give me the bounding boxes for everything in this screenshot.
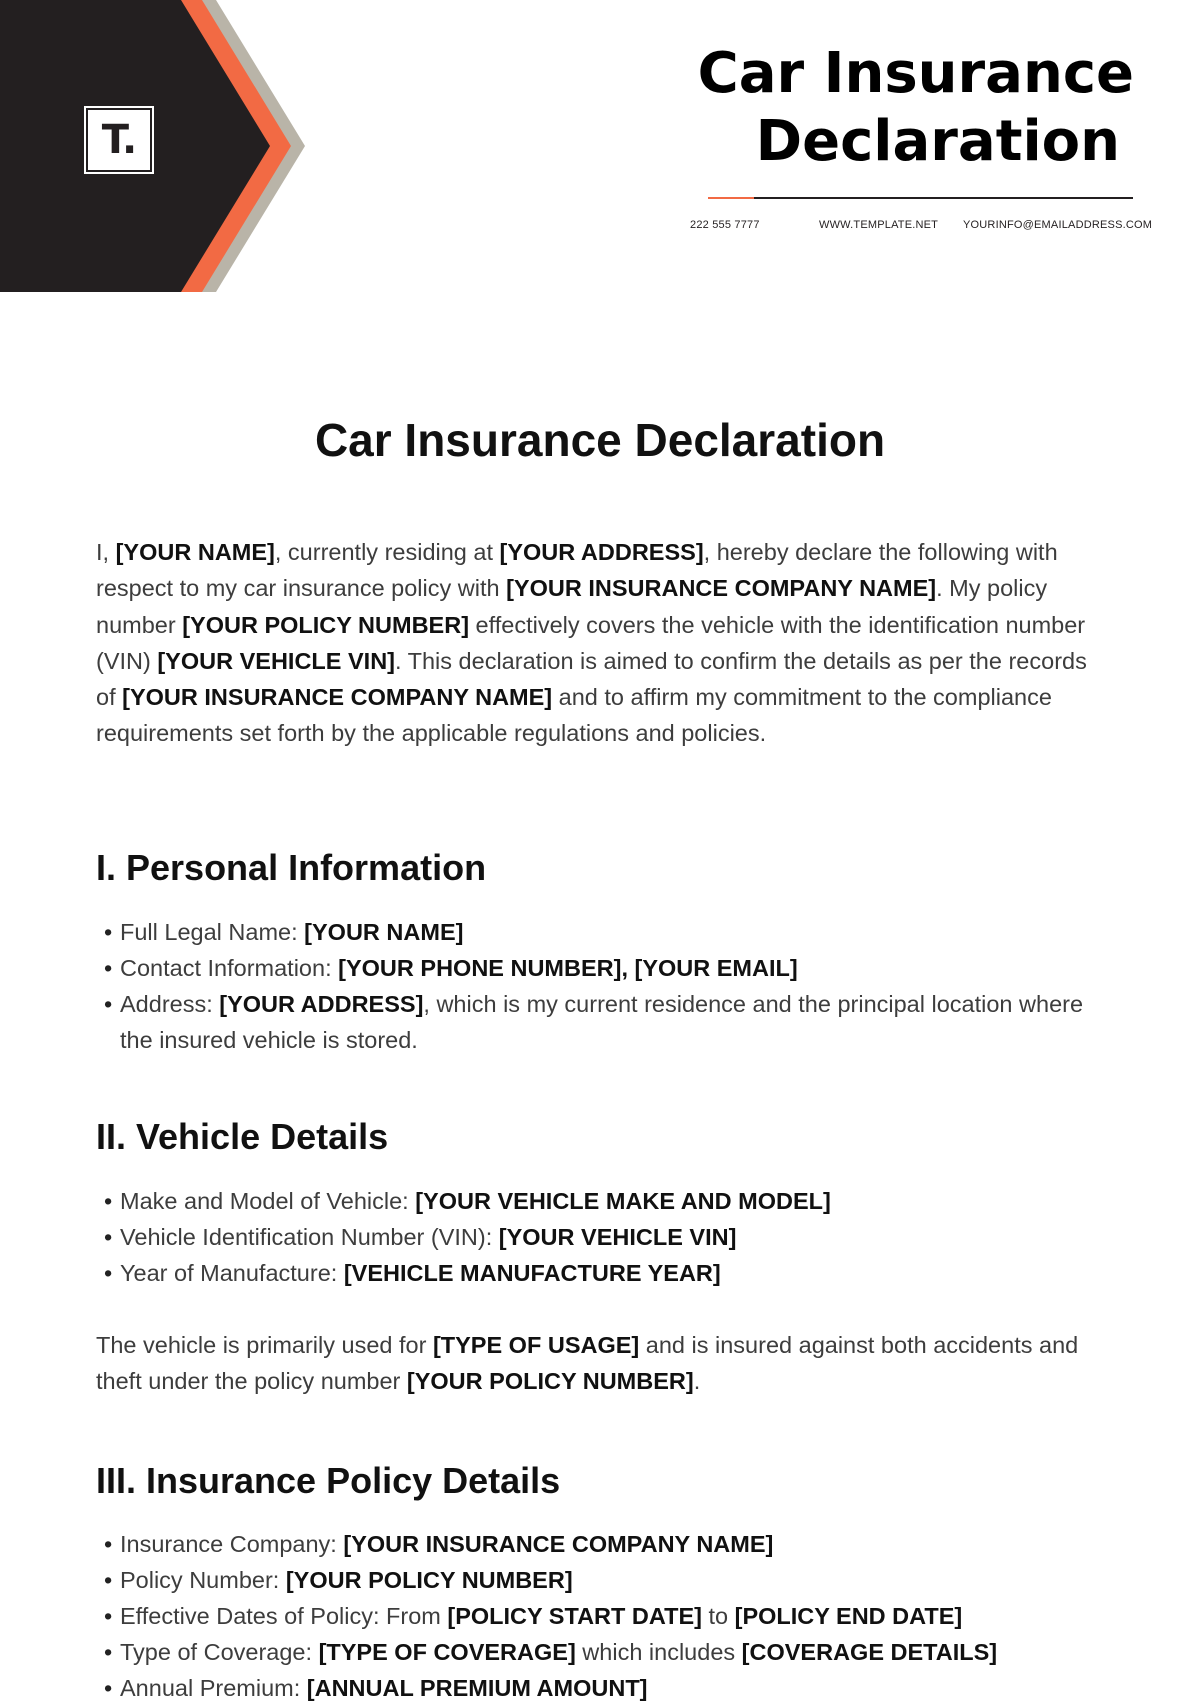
personal-information-list (104, 914, 1104, 1058)
list-item (104, 1183, 1104, 1219)
text-run: Contact Information: (120, 955, 339, 981)
text-run: Type of Coverage: (120, 1639, 319, 1665)
contact-phone: 222 555 7777 (690, 219, 760, 231)
placeholder-field: [TYPE OF COVERAGE] (318, 1639, 576, 1665)
header-divider (708, 197, 1133, 199)
text-run: effectively covers the vehicle with the identification number (VIN) (96, 611, 1086, 674)
text-run: , hereby declare the following with respect to my car insurance policy with (96, 539, 1058, 602)
text-run: and to affirm my commitment to the compliance requirements set forth by the applicable regulations and policies. (96, 684, 1052, 747)
section-heading-vehicle-details: II. Vehicle Details (96, 1116, 389, 1157)
banner-shape (0, 0, 320, 292)
placeholder-field: [YOUR NAME] (115, 539, 275, 565)
header-divider-accent (708, 197, 754, 199)
placeholder-field: [YOUR INSURANCE COMPANY NAME] (122, 684, 553, 711)
placeholder-field: [YOUR INSURANCE COMPANY NAME] (506, 575, 937, 602)
text-run: which includes (575, 1639, 742, 1665)
header-banner (0, 0, 320, 292)
list-item (104, 950, 1104, 986)
vehicle-details-list (104, 1183, 1104, 1291)
text-run: Make and Model of Vehicle: (120, 1188, 416, 1214)
contact-email: YOURINFO@EMAILADDRESS.COM (963, 219, 1153, 231)
text-run: The vehicle is primarily used for (96, 1332, 433, 1358)
placeholder-field: [VEHICLE MANUFACTURE YEAR] (343, 1260, 721, 1286)
list-item (104, 1255, 1104, 1291)
placeholder-field: [TYPE OF USAGE] (432, 1332, 640, 1358)
header-title-line2: Declaration (755, 109, 1120, 174)
text-run: Vehicle Identification Number (VIN): (120, 1224, 499, 1250)
document-title: Car Insurance Declaration (314, 414, 886, 466)
list-item (104, 986, 1104, 1058)
list-item (104, 1598, 1104, 1634)
placeholder-field: [COVERAGE DETAILS] (741, 1639, 998, 1665)
logo (84, 106, 154, 174)
text-run: Address: (120, 991, 220, 1017)
text-run: and is insured against both accidents and theft under the policy number (96, 1332, 1079, 1395)
placeholder-field: [POLICY START DATE] (447, 1603, 702, 1629)
list-item (104, 1219, 1104, 1255)
text-run: I, (96, 539, 116, 565)
list-item (104, 1526, 1104, 1562)
text-run: . This declaration is aimed to confirm the details as per the records of (96, 647, 1087, 711)
placeholder-field: [YOUR VEHICLE VIN] (157, 647, 395, 674)
text-run: Insurance Company: (120, 1531, 344, 1557)
placeholder-field: [YOUR VEHICLE MAKE AND MODEL] (415, 1188, 831, 1214)
list-item (104, 1670, 1104, 1706)
intro-paragraph (96, 534, 1106, 752)
text-run: . My policy number (96, 575, 1048, 638)
text-run: Full Legal Name: (120, 919, 305, 945)
text-run: Year of Manufacture: (120, 1260, 344, 1286)
text-run: Annual Premium: (120, 1675, 307, 1701)
placeholder-field: [YOUR ADDRESS] (499, 539, 704, 565)
placeholder-field: [YOUR POLICY NUMBER] (406, 1368, 694, 1395)
text-run: Effective Dates of Policy: From (120, 1603, 448, 1629)
vehicle-usage-paragraph (96, 1327, 1106, 1400)
text-run: , which is my current residence and the principal location where the insured vehicle is stored. (120, 991, 1084, 1053)
placeholder-field: [YOUR POLICY NUMBER] (182, 611, 470, 638)
placeholder-field: [YOUR POLICY NUMBER] (285, 1567, 573, 1593)
text-run: Policy Number: (120, 1567, 286, 1593)
insurance-policy-details-list (104, 1526, 1104, 1706)
list-item (104, 914, 1104, 950)
list-item (104, 1634, 1104, 1670)
text-run: . (693, 1368, 701, 1395)
header-title (574, 40, 1134, 176)
contact-website: WWW.TEMPLATE.NET (819, 219, 939, 231)
placeholder-field: [YOUR INSURANCE COMPANY NAME] (343, 1531, 774, 1557)
text-run: to (701, 1603, 735, 1629)
placeholder-field: [ANNUAL PREMIUM AMOUNT] (306, 1675, 648, 1701)
section-heading-insurance-policy-details: III. Insurance Policy Details (96, 1460, 561, 1501)
header-title-line1: Car Insurance (697, 41, 1134, 106)
placeholder-field: [POLICY END DATE] (734, 1603, 963, 1629)
placeholder-field: [YOUR VEHICLE VIN] (498, 1224, 737, 1250)
logo-mark: T. (88, 110, 150, 170)
placeholder-field: [YOUR NAME] (304, 919, 464, 945)
text-run: , currently residing at (274, 539, 500, 565)
placeholder-field: [YOUR PHONE NUMBER], [YOUR EMAIL] (338, 955, 798, 981)
list-item (104, 1562, 1104, 1598)
placeholder-field: [YOUR ADDRESS] (219, 991, 424, 1017)
section-heading-personal-information: I. Personal Information (96, 847, 487, 888)
